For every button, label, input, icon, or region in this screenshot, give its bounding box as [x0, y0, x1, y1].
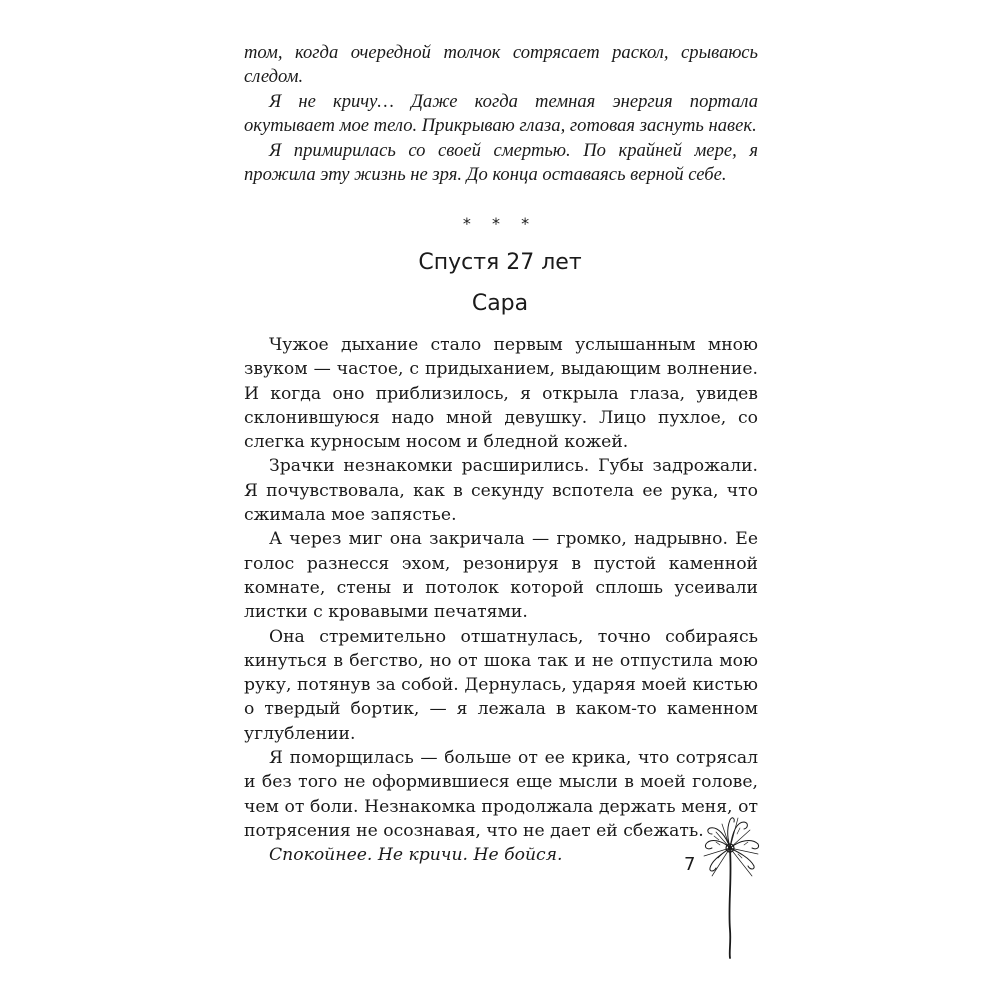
- section-separator: * * *: [462, 214, 538, 233]
- intro-paragraph: том, когда очередной толчок сотрясает раскол, срываюсь следом.: [244, 42, 758, 88]
- intro-paragraph: Я не кричу… Даже когда темная энергия портала окутывает мое тело. Прикрываю глаза, готовая заснуть навек.: [244, 90, 758, 137]
- chapter-name-heading: Сара: [471, 291, 529, 316]
- body-paragraph-italic: Спокойнее. Не кричи. Не бойся.: [269, 845, 563, 866]
- body-paragraph: Я поморщилась — больше от ее крика, что сотрясал и без того не оформившиеся еще мысли в моей голове, чем от боли. Незнакомка продолжала держать меня, от потрясения не осознавая, что не дает ей сбежать.: [244, 748, 758, 841]
- chapter-time-heading: Спустя 27 лет: [418, 250, 582, 275]
- body-paragraph: Чужое дыхание стало первым услышанным мною звуком — частое, с придыханием, выдающим волнение. И когда оно приблизилось, я открыла глаза, увидев склонившуюся надо мной девушку. Лицо пухлое, со слегка курносым носом и бледной кожей.: [244, 335, 758, 453]
- body-paragraph: Она стремительно отшатнулась, точно собираясь кинуться в бегство, но от шока так и не отпустила мою руку, потянув за собой. Дернулась, ударяя моей кистью о твердый бортик, — я лежала в каком-то каменном углублении.: [244, 626, 758, 744]
- body-paragraph: А через миг она закричала — громко, надрывно. Ее голос разнесся эхом, резонируя в пустой каменной комнате, стены и потолок которой сплошь усеивали листки с кровавыми печатями.: [244, 529, 758, 623]
- body-text: [244, 333, 758, 868]
- lily-flower-icon: [692, 810, 772, 960]
- body-paragraph: Зрачки незнакомки расширились. Губы задрожали. Я почувствовала, как в секунду вспотела ее рука, что сжимала мое запястье.: [244, 456, 758, 526]
- page-number: 7: [684, 854, 696, 875]
- intro-text: [244, 41, 758, 187]
- intro-paragraph: Я примирилась со своей смертью. По крайней мере, я прожила эту жизнь не зря. До конца оставаясь верной себе.: [244, 139, 758, 186]
